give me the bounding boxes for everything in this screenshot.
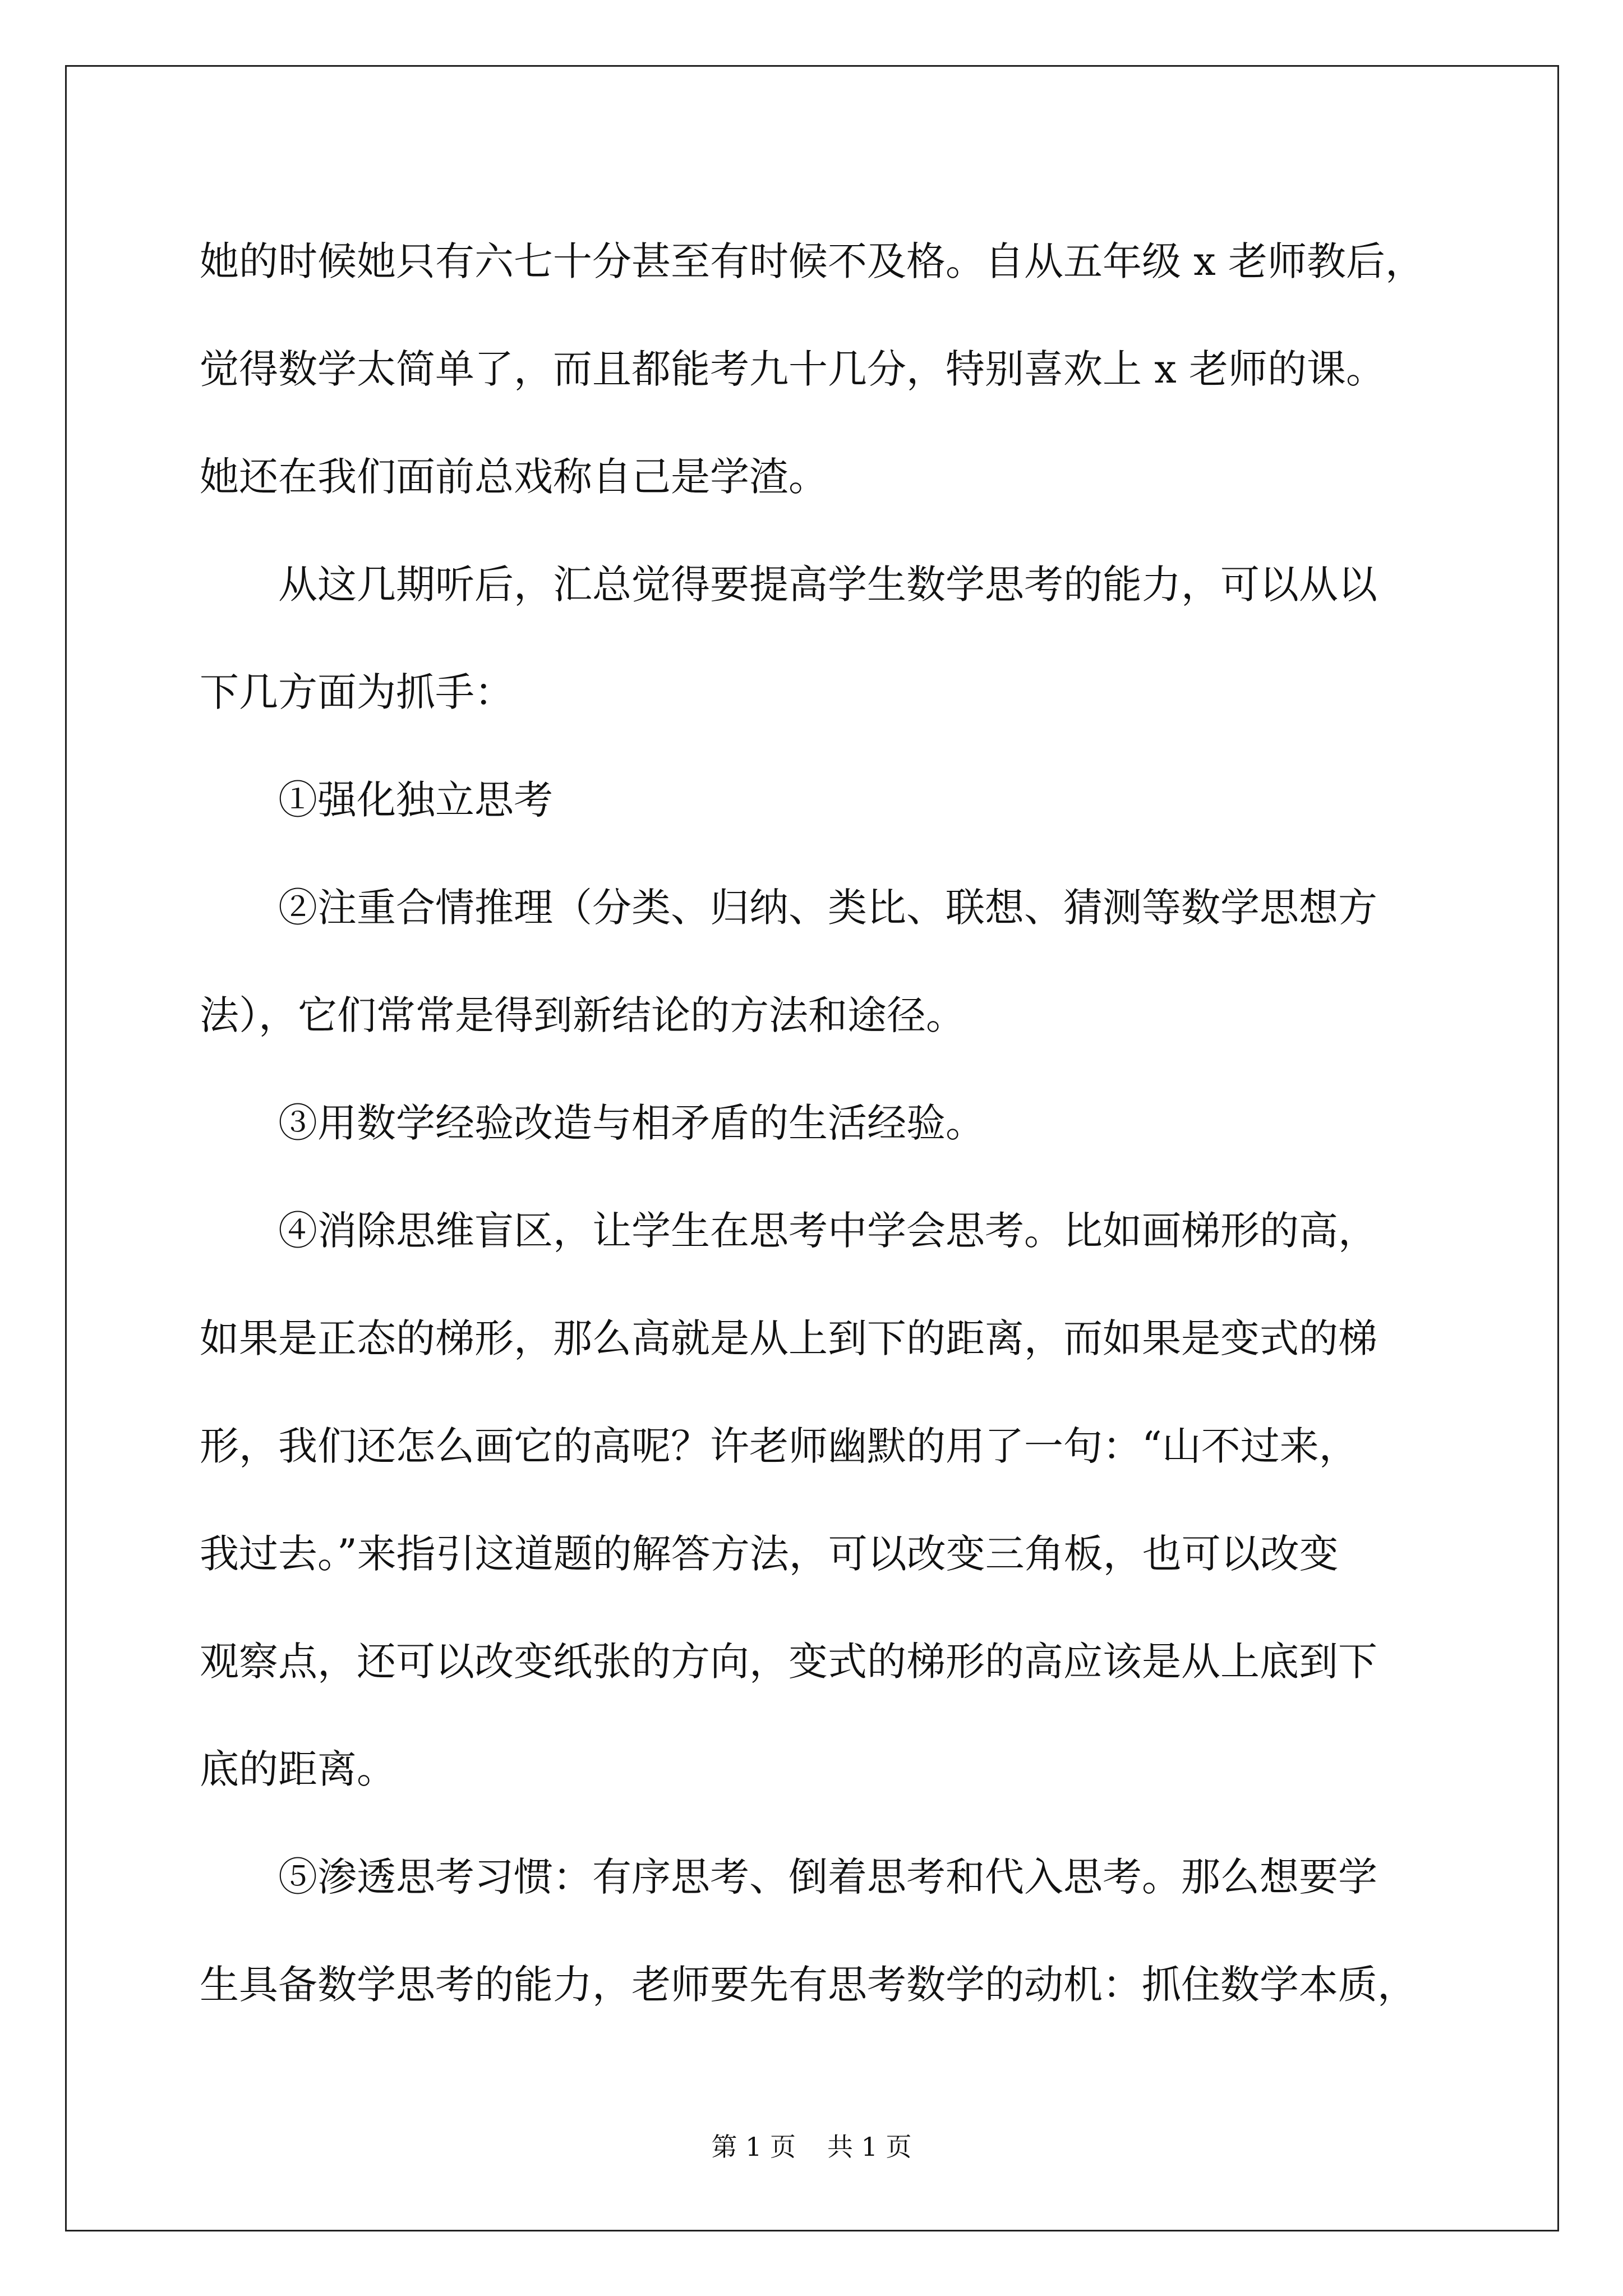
text-line: 形，我们还怎么画它的高呢？许老师幽默的用了一句：“山不过来，: [200, 1423, 1358, 1469]
text-line: 底的距离。: [200, 1746, 396, 1792]
page-total: 共 1 页: [827, 2132, 912, 2162]
list-item-2: ②注重合情推理（分类、归纳、类比、联想、猜测等数学思想方: [278, 885, 1377, 931]
list-item-5: ⑤渗透思考习惯：有序思考、倒着思考和代入思考。那么想要学: [278, 1854, 1377, 1900]
text-line: 她的时候她只有六七十分甚至有时候不及格。自从五年级 x 老师教后，: [200, 238, 1424, 284]
list-item-3: ③用数学经验改造与相矛盾的生活经验。: [278, 1100, 985, 1146]
list-item-1: ①强化独立思考: [278, 777, 553, 823]
page-footer: [0, 2130, 1623, 2164]
text-line: 观察点，还可以改变纸张的方向，变式的梯形的高应该是从上底到下: [200, 1639, 1377, 1685]
text-line: 如果是正态的梯形，那么高就是从上到下的距离，而如果是变式的梯: [200, 1315, 1377, 1361]
text-line: 我过去。”来指引这道题的解答方法，可以改变三角板，也可以改变: [200, 1531, 1339, 1577]
text-line: 法），它们常常是得到新结论的方法和途径。: [200, 992, 965, 1038]
text-line: 她还在我们面前总戏称自己是学渣。: [200, 454, 828, 500]
text-line: 觉得数学太简单了，而且都能考九十几分，特别喜欢上 x 老师的课。: [200, 346, 1385, 392]
document-body: [200, 208, 1433, 2039]
page-number: 第 1 页: [711, 2132, 796, 2162]
text-line: 生具备数学思考的能力，老师要先有思考数学的动机：抓住数学本质，: [200, 1962, 1417, 2008]
paragraph-first-line: 从这几期听后，汇总觉得要提高学生数学思考的能力，可以从以: [278, 562, 1377, 608]
text-line: 下几方面为抓手：: [200, 669, 514, 715]
list-item-4: ④消除思维盲区，让学生在思考中学会思考。比如画梯形的高，: [278, 1208, 1377, 1254]
